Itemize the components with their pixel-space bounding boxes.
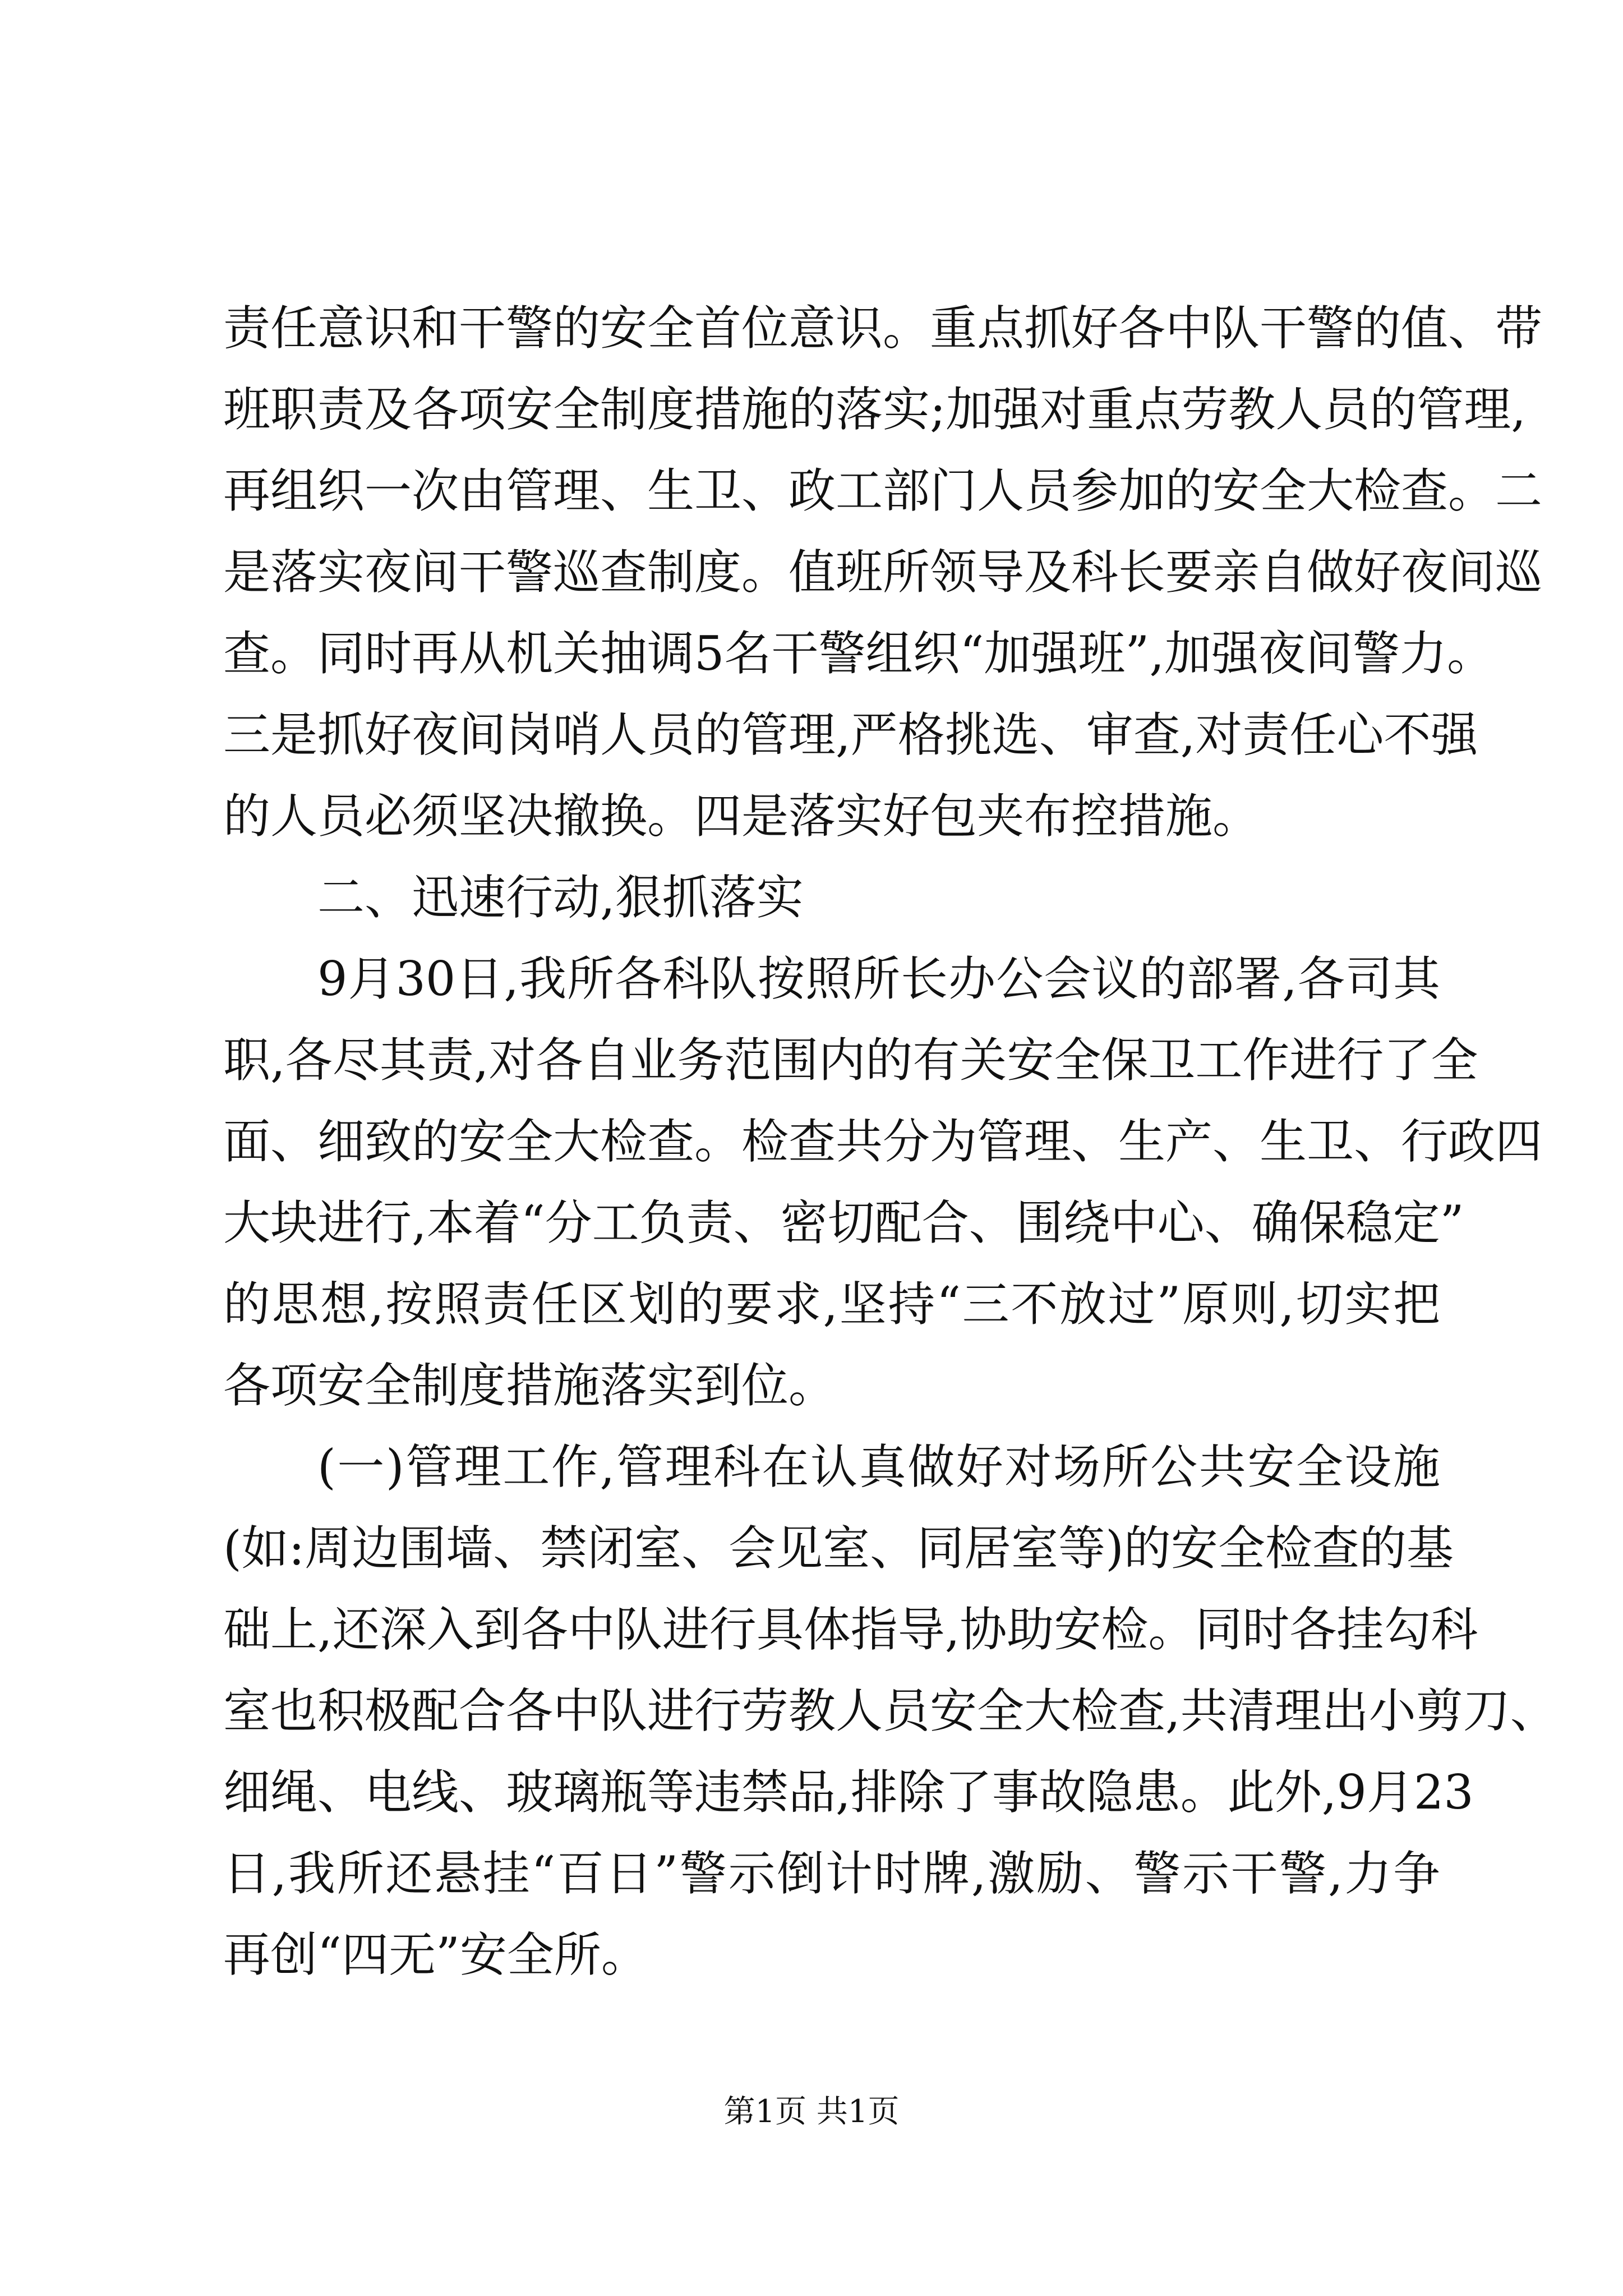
subsection-line: (一)管理工作,管理科在认真做好对场所公共安全设施	[317, 1439, 1440, 1494]
paragraph-line: 查。同时再从机关抽调5名干警组织“加强班”,加强夜间警力。	[223, 626, 1495, 681]
paragraph-line: 职,各尽其责,对各自业务范围内的有关安全保卫工作进行了全	[223, 1033, 1478, 1088]
paragraph-line: 日,我所还悬挂“百日”警示倒计时牌,激励、警示干警,力争	[223, 1846, 1440, 1901]
paragraph-line: 责任意识和干警的安全首位意识。重点抓好各中队干警的值、带	[223, 301, 1543, 356]
section-heading: 二、迅速行动,狠抓落实	[317, 870, 804, 925]
paragraph-line: 三是抓好夜间岗哨人员的管理,严格挑选、审查,对责任心不强	[223, 707, 1478, 762]
paragraph-line: 再组织一次由管理、生卫、政工部门人员参加的安全大检查。二	[223, 463, 1543, 518]
paragraph-line: 的思想,按照责任区划的要求,坚持“三不放过”原则,切实把	[223, 1277, 1440, 1332]
paragraph-line: 各项安全制度措施落实到位。	[223, 1358, 836, 1413]
paragraph-line: 再创“四无”安全所。	[223, 1927, 648, 1982]
paragraph-line: (如:周边围墙、禁闭室、会见室、同居室等)的安全检查的基	[223, 1521, 1454, 1576]
paragraph-line: 细绳、电线、玻璃瓶等违禁品,排除了事故隐患。此外,9月23	[223, 1765, 1474, 1820]
paragraph-line: 班职责及各项安全制度措施的落实;加强对重点劳教人员的管理,	[223, 382, 1527, 437]
paragraph-line: 是落实夜间干警巡查制度。值班所领导及科长要亲自做好夜间巡	[223, 545, 1543, 600]
paragraph-line: 大块进行,本着“分工负责、密切配合、围绕中心、确保稳定”	[223, 1195, 1464, 1250]
paragraph-line: 9月30日,我所各科队按照所长办公会议的部署,各司其	[317, 951, 1440, 1006]
paragraph-line: 面、细致的安全大检查。检查共分为管理、生产、生卫、行政四	[223, 1114, 1543, 1169]
paragraph-line: 的人员必须坚决撤换。四是落实好包夹布控措施。	[223, 789, 1260, 844]
paragraph-line: 础上,还深入到各中队进行具体指导,协助安检。同时各挂勾科	[223, 1602, 1478, 1657]
paragraph-line: 室也积极配合各中队进行劳教人员安全大检查,共清理出小剪刀、	[223, 1683, 1557, 1738]
page-number-footer: 第1页 共1页	[723, 2093, 900, 2130]
